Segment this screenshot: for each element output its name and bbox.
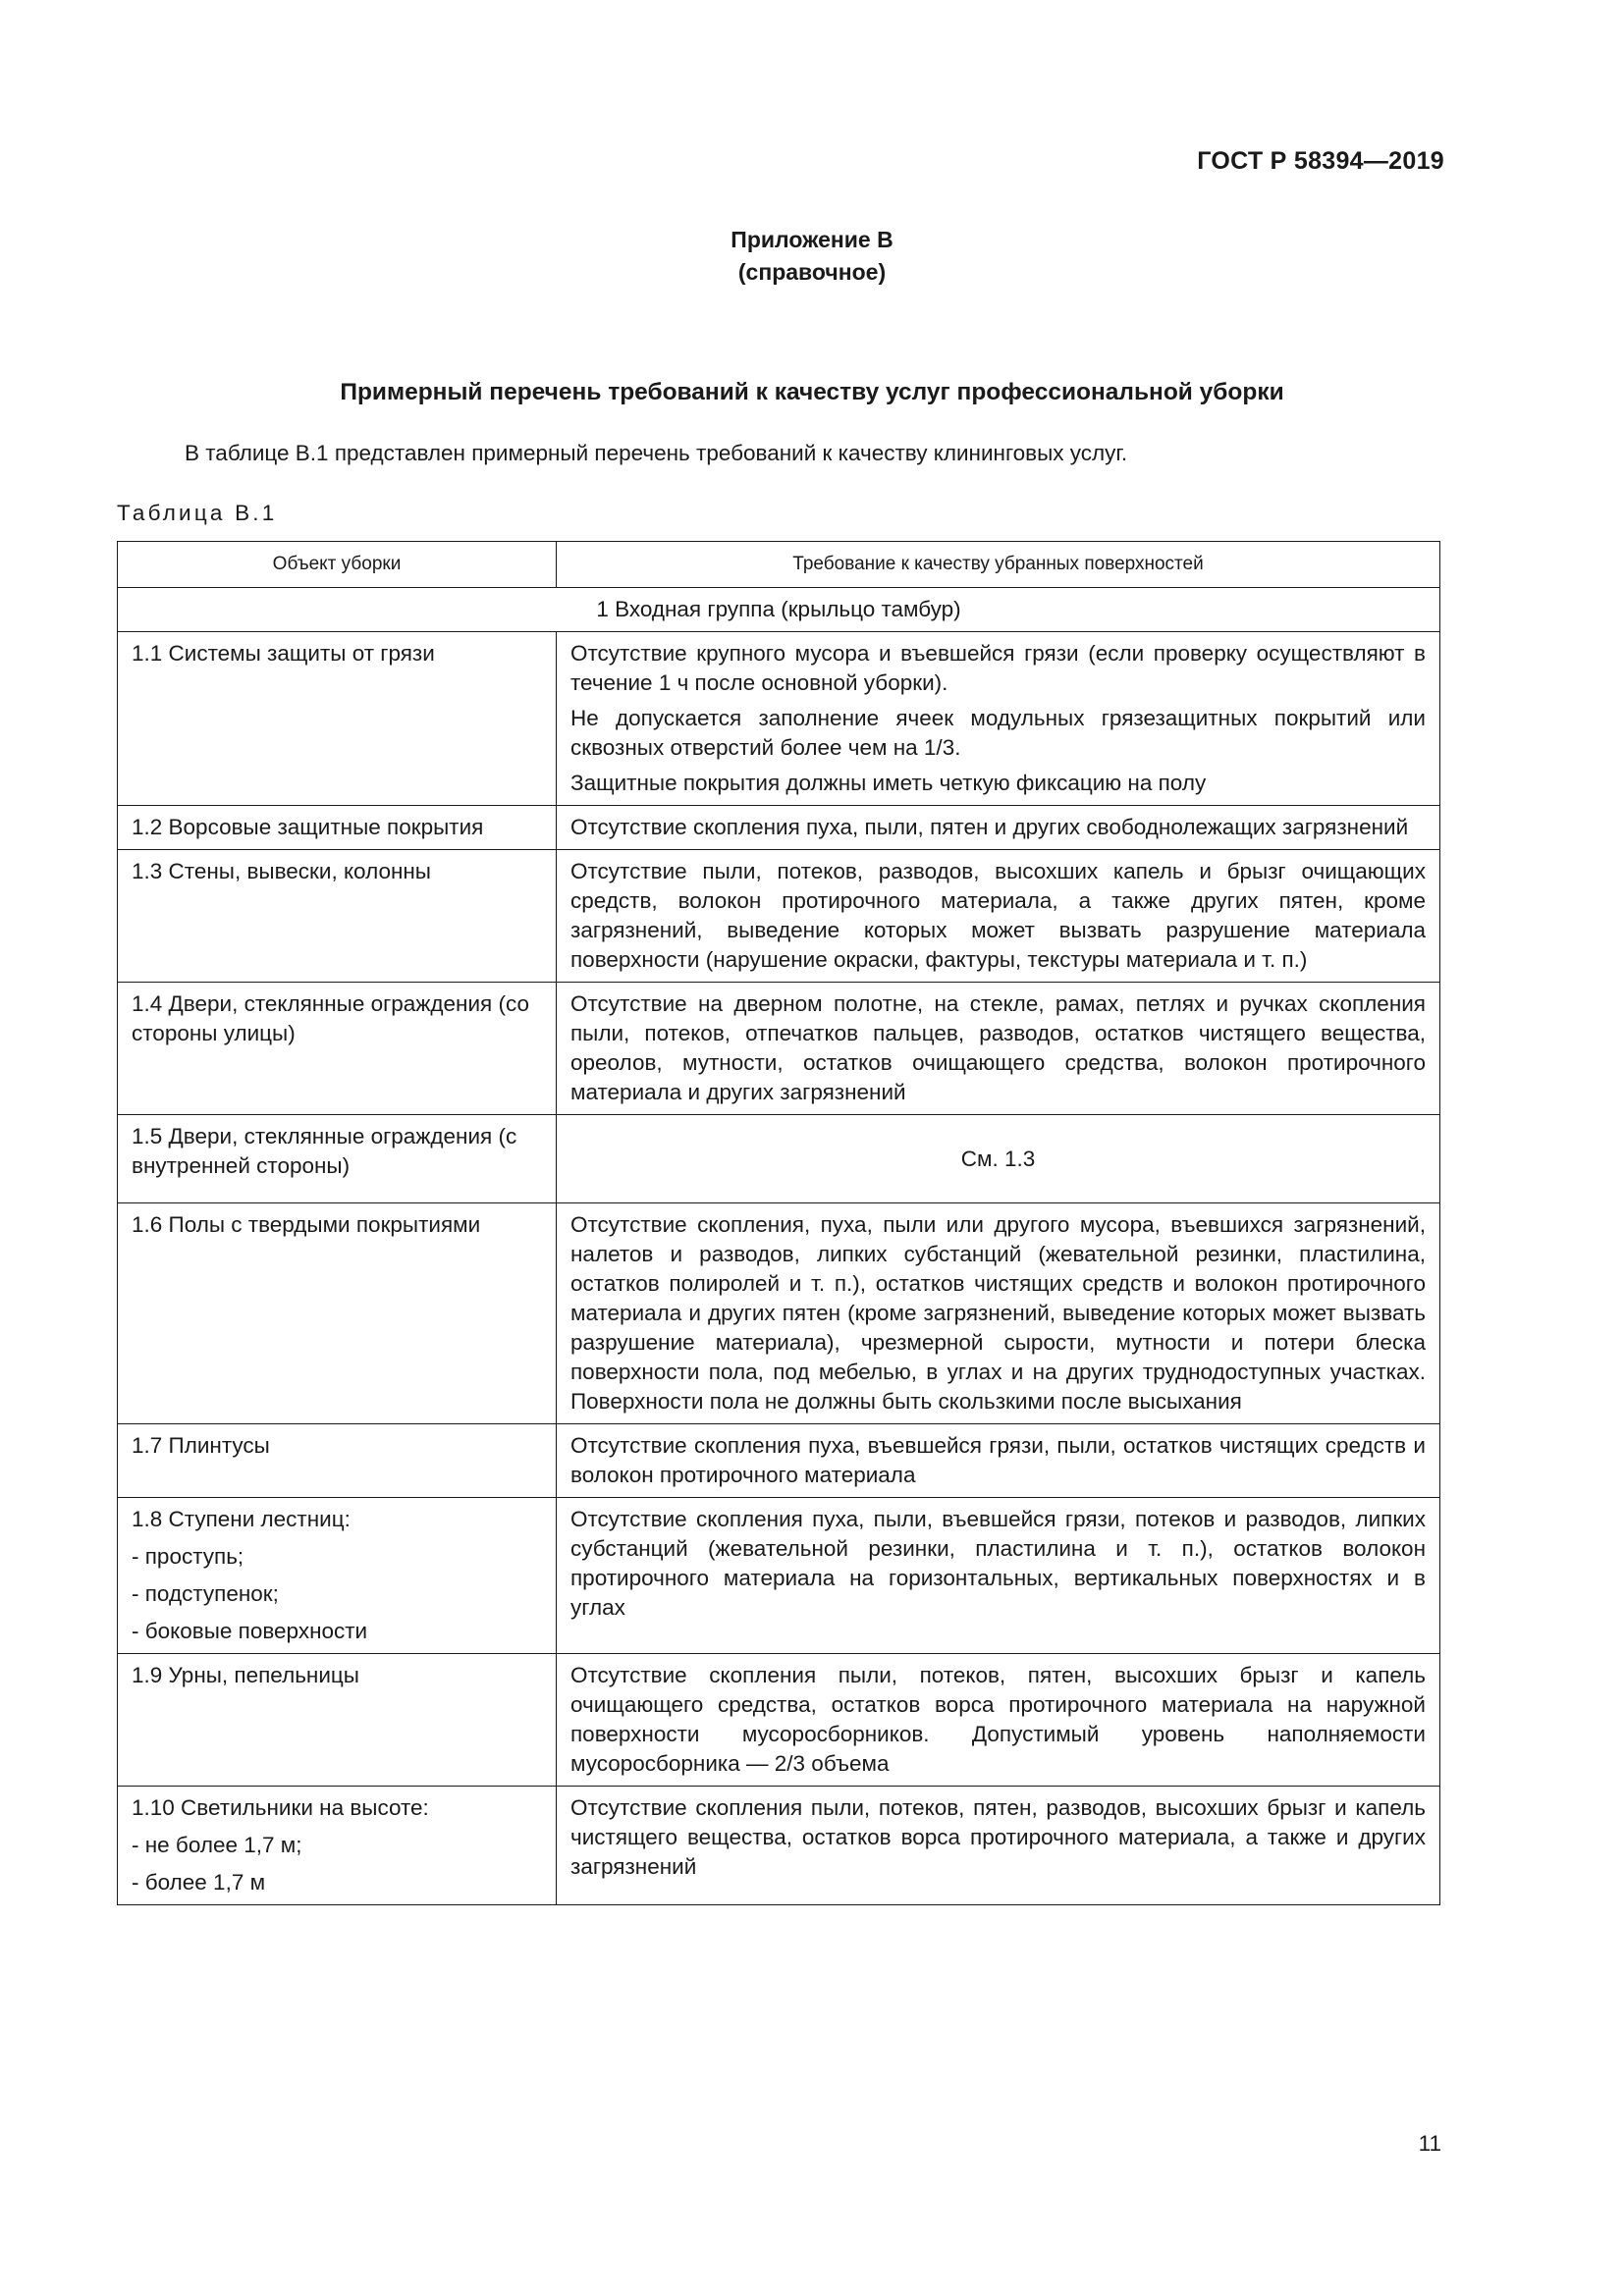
table-row [118, 806, 1440, 850]
object-cell [118, 632, 557, 806]
object-subitem: - более 1,7 м [132, 1870, 266, 1895]
object-name: 1.5 Двери, стеклянные ограждения (с внутренней стороны) [132, 1124, 517, 1178]
object-cell [118, 1654, 557, 1787]
object-subitem: - боковые поверхности [132, 1619, 368, 1643]
object-name: 1.2 Ворсовые защитные покрытия [132, 815, 484, 839]
requirement-paragraph: Отсутствие скопления пуха, въевшейся грязи, пыли, остатков чистящих средств и волокон протирочного материала [570, 1433, 1426, 1487]
requirement-cell [557, 1115, 1440, 1203]
requirement-cell [557, 806, 1440, 850]
object-cell [118, 1203, 557, 1424]
requirement-cell [557, 983, 1440, 1115]
object-sublist [132, 1542, 542, 1646]
object-name: 1.3 Стены, вывески, колонны [132, 859, 431, 883]
requirement-cell [557, 1203, 1440, 1424]
appendix-title: Приложение В [731, 227, 893, 252]
section-title: 1 Входная группа (крыльцо тамбур) [118, 588, 1440, 632]
requirement-paragraph: См. 1.3 [960, 1146, 1036, 1171]
requirement-cell [557, 1498, 1440, 1654]
requirement-paragraph: Отсутствие крупного мусора и въевшейся грязи (если проверку осуществляют в течение 1 ч после основной уборки). [570, 641, 1426, 695]
table-row [118, 1115, 1440, 1203]
object-cell [118, 806, 557, 850]
object-cell [118, 1424, 557, 1498]
object-name: 1.6 Полы с твердыми покрытиями [132, 1212, 481, 1237]
requirement-paragraph: Отсутствие скопления пуха, пыли, пятен и других свободнолежащих загрязнений [570, 815, 1409, 839]
appendix-heading [0, 224, 1624, 289]
table-row [118, 632, 1440, 806]
requirement-paragraph: Отсутствие скопления пыли, потеков, пятен, высохших брызг и капель очищающего средства, остатков ворса протирочного материала на наружной поверхности мусоросборников. Допустимый уровень наполняемости мусоросборника — 2/3 объема [570, 1663, 1426, 1776]
page-number: 11 [1418, 2131, 1441, 2156]
object-cell [118, 983, 557, 1115]
requirement-paragraph: Отсутствие скопления, пуха, пыли или другого мусора, въевшихся загрязнений, налетов и разводов, липких субстанций (жевательной резинки, пластилина, остатков полиролей и т. п.), остатков чистящих средств и волокон протирочного материала и других пятен (кроме загрязнений, выведение которых может вызвать разрушение материала), чрезмерной сырости, мутности и потери блеска поверхности пола, под мебелью, в углах и на других труднодоступных участках. Поверхности пола не должны быть скользкими после высыхания [570, 1212, 1426, 1414]
object-name: 1.7 Плинтусы [132, 1433, 270, 1458]
requirement-cell [557, 632, 1440, 806]
document-title: Примерный перечень требований к качеству услуг профессиональной уборки [340, 379, 1284, 405]
requirement-paragraph: Отсутствие скопления пыли, потеков, пятен, разводов, высохших брызг и капель чистящего вещества, остатков ворса протирочного материала, а также и других загрязнений [570, 1795, 1426, 1879]
object-name: 1.10 Светильники на высоте: [132, 1795, 429, 1820]
object-name: 1.9 Урны, пепельницы [132, 1663, 359, 1687]
table-row [118, 1787, 1440, 1905]
object-sublist [132, 1831, 542, 1897]
column-header-requirement: Требование к качеству убранных поверхностей [557, 542, 1440, 588]
requirements-table [117, 541, 1440, 1905]
requirement-cell [557, 1787, 1440, 1905]
table-header-row [118, 542, 1440, 588]
requirement-paragraph: Не допускается заполнение ячеек модульных грязезащитных покрытий или сквозных отверстий более чем на 1/3. [570, 706, 1426, 760]
section-row [118, 588, 1440, 632]
table-body [118, 588, 1440, 1905]
object-cell [118, 1787, 557, 1905]
requirement-paragraph: Отсутствие на дверном полотне, на стекле, рамах, петлях и ручках скопления пыли, потеков, отпечатков пальцев, разводов, остатков чистящего вещества, ореолов, мутности, остатков очищающего средства, волокон протирочного материала и других загрязнений [570, 991, 1426, 1104]
object-subitem: - не более 1,7 м; [132, 1833, 302, 1857]
object-subitem: - подступенок; [132, 1581, 279, 1606]
object-cell [118, 1498, 557, 1654]
table-caption: Таблица В.1 [117, 501, 278, 525]
requirement-cell [557, 850, 1440, 983]
object-name: 1.4 Двери, стеклянные ограждения (со стороны улицы) [132, 991, 529, 1045]
requirement-cell [557, 1654, 1440, 1787]
table-row [118, 1203, 1440, 1424]
column-header-object: Объект уборки [118, 542, 557, 588]
object-cell [118, 1115, 557, 1203]
table-row [118, 1654, 1440, 1787]
requirement-cell [557, 1424, 1440, 1498]
table-row [118, 850, 1440, 983]
intro-paragraph: В таблице В.1 представлен примерный перечень требований к качеству клининговых услуг. [185, 441, 1128, 465]
requirement-paragraph: Защитные покрытия должны иметь четкую фиксацию на полу [570, 771, 1207, 795]
table-row [118, 1498, 1440, 1654]
requirement-paragraph: Отсутствие пыли, потеков, разводов, высохших капель и брызг очищающих средств, волокон протирочного материала, а также других пятен, кроме загрязнений, выведение которых может вызвать разрушение материала поверхности (нарушение окраски, фактуры, текстуры материала и т. п.) [570, 859, 1426, 972]
object-cell [118, 850, 557, 983]
document-code: ГОСТ Р 58394—2019 [1197, 147, 1444, 175]
object-name: 1.8 Ступени лестниц: [132, 1507, 351, 1531]
object-subitem: - проступь; [132, 1544, 244, 1569]
appendix-subtitle: (справочное) [737, 259, 887, 285]
requirement-paragraph: Отсутствие скопления пуха, пыли, въевшейся грязи, потеков и разводов, липких субстанций (жевательной резинки, пластилина и т. п.), остатков волокон протирочного материала на горизонтальных, вертикальных поверхностях и в углах [570, 1507, 1426, 1620]
object-name: 1.1 Системы защиты от грязи [132, 641, 435, 666]
table-row [118, 983, 1440, 1115]
table-row [118, 1424, 1440, 1498]
